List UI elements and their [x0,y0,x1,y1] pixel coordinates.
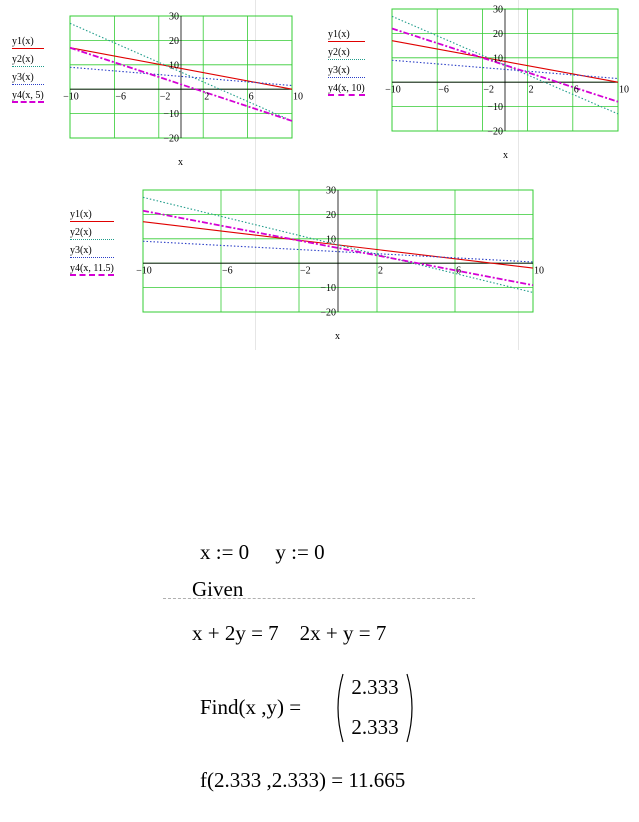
x-axis-label: x [178,157,183,168]
x-axis-label: x [503,150,508,161]
x-tick-label: −10 [136,265,152,277]
y-tick-label: 10 [326,234,336,246]
y-tick-label: −10 [163,109,179,121]
legend-item-y4: y4(x, 5) [12,90,44,101]
plot-region-1[interactable] [0,0,320,175]
x-tick-label: −2 [159,91,171,103]
legend-item-y3: y3(x) [70,242,114,260]
matrix-value-y: 2.333 [351,715,399,739]
y-tick-label: −20 [163,133,179,145]
y-tick-label: 30 [493,4,503,16]
legend-item-y1: y1(x) [328,26,365,44]
plot-canvas-1[interactable] [0,0,320,175]
x-tick-label: −6 [115,91,127,103]
x-tick-label: 6 [456,265,461,277]
y-tick-label: −20 [320,307,336,319]
y-tick-label: 20 [326,209,336,221]
x-tick-label: −10 [63,91,79,103]
x-tick-label: −2 [483,84,495,96]
y-tick-label: 20 [169,35,179,47]
plot-canvas-3[interactable] [0,175,639,350]
y-tick-label: 30 [326,185,336,197]
x-tick-label: −6 [438,84,449,96]
function-evaluation[interactable]: f(2.333 ,2.333) = 11.665 [200,768,406,792]
y-tick-label: −10 [320,283,336,295]
y-tick-label: 20 [493,28,503,40]
assignment-expression[interactable]: x := 0 y := 0 [200,540,325,564]
find-expression-label[interactable]: Find(x ,y) = [200,695,302,719]
legend-item-y4: y4(x, 10) [328,83,365,94]
legend-item-y3: y3(x) [12,69,44,87]
plot-region-2[interactable] [320,0,639,175]
x-tick-label: 10 [293,91,303,103]
x-tick-label: −2 [300,265,311,277]
x-tick-label: −10 [385,84,401,96]
given-block-divider [163,598,475,599]
y-tick-label: −20 [487,126,503,138]
y-tick-label: 10 [493,53,503,65]
given-keyword[interactable]: Given [192,577,244,601]
legend-item-y1: y1(x) [12,33,44,51]
legend-item-y4: y4(x, 11.5) [70,263,114,274]
x-tick-label: 2 [378,265,383,277]
y-tick-label: −10 [487,102,503,114]
plot-region-3[interactable] [0,175,639,350]
x-tick-label: 6 [248,91,254,103]
y-tick-label: 30 [169,11,179,23]
x-tick-label: 2 [204,91,210,103]
legend-item-y2: y2(x) [70,224,114,242]
legend-item-y1: y1(x) [70,206,114,224]
legend-item-y2: y2(x) [328,44,365,62]
x-axis-label: x [335,331,340,342]
plot-canvas-2[interactable] [320,0,639,175]
legend-item-y3: y3(x) [328,62,365,80]
matrix-value-x: 2.333 [351,675,399,699]
x-tick-label: 6 [573,84,579,96]
x-tick-label: 10 [534,265,544,277]
y-tick-label: 10 [169,60,179,72]
constraint-equations[interactable]: x + 2y = 7 2x + y = 7 [192,621,387,645]
result-matrix[interactable] [333,672,417,744]
x-tick-label: 10 [619,84,629,96]
x-tick-label: 2 [528,84,534,96]
x-tick-label: −6 [222,265,233,277]
legend-item-y2: y2(x) [12,51,44,69]
